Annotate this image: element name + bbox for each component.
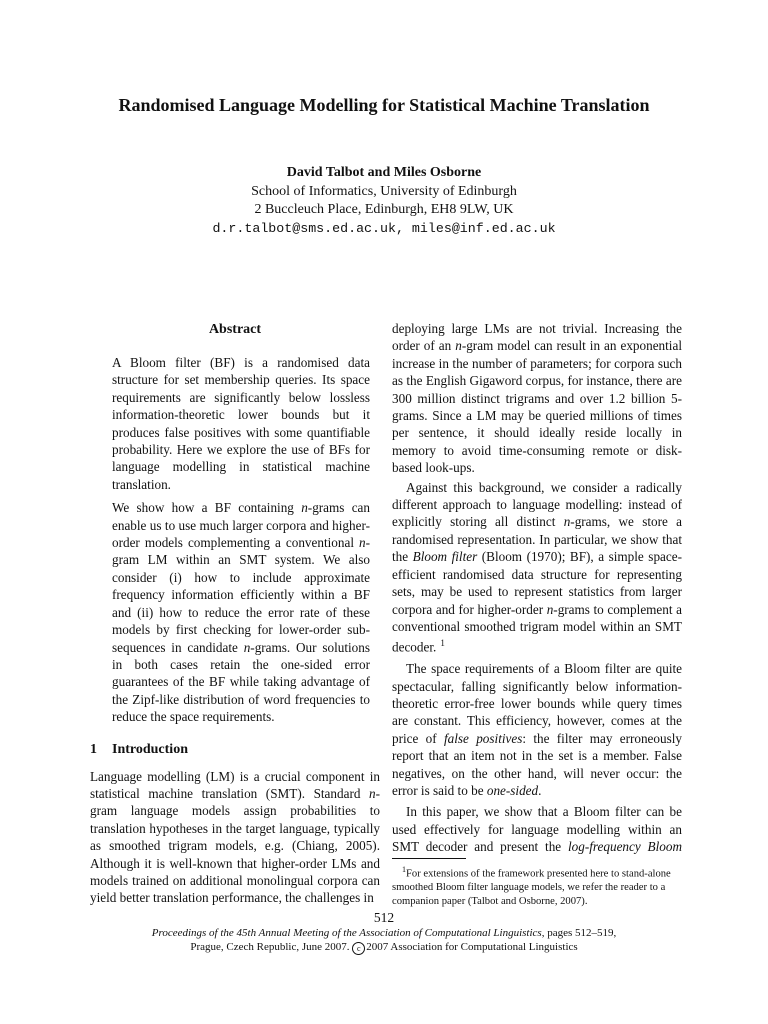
intro-paragraph-4: In this paper, we show that a Bloom filter can be used effectively for language modelling within an SMT decoder and present the log-frequency Bloom bbox=[392, 804, 682, 855]
section-heading-introduction bbox=[90, 740, 380, 760]
proceedings-footer: Proceedings of the 45th Annual Meeting of the Association of Computational Linguistics, pages 512–519, Prague, Czech Republic, June 2007. c 2007 Association for Computational Linguistics bbox=[151, 927, 617, 953]
footnote-block bbox=[392, 858, 682, 908]
intro-paragraph-1: Language modelling (LM) is a crucial component in statistical machine translation (SMT). Standard n-gram language models assign probabilities to translation hypotheses in the target language, typically as smoothed trigram models, e.g. (Chiang, 2005). Although it is well-known that higher-order LMs and models trained on additional monolingual corpora can yield better translation performance, the challenges in bbox=[90, 768, 380, 906]
author-affiliation: School of Informatics, University of Edinburgh bbox=[251, 183, 517, 199]
intro-paragraph-2: Against this background, we consider a radically different approach to language modelling: instead of explicitly storing all distinct n-grams, we store a randomised representation. In particular, we show that the Bloom filter (Bloom (1970); BF), a simple space-efficient randomised data structure for representing sets, may be used to represent statistics from larger corpora and for higher-order n-grams to complement a conventional smoothed trigram model within an SMT decoder. $^1$ bbox=[392, 479, 682, 655]
page-number: 512 bbox=[373, 910, 395, 925]
intro-paragraph-3: The space requirements of a Bloom filter are quite spectacular, falling significantly below information-theoretic error-free lower bounds while query times are constant. This efficiency, however, comes at the price of false positives: the filter may erroneously report that an item not in the set is a member. False negatives, on the other hand, will never occur: the error is said to be one-sided. bbox=[392, 661, 682, 798]
abstract-paragraph-1: A Bloom filter (BF) is a randomised data structure for set membership queries. Its space requirements are significantly below lossless information-theoretic lower bounds but it produces false positives with some quantifiable probability. Here we explore the use of BFs for language modelling in statistical machine translation. bbox=[112, 355, 370, 492]
footnote-number: 1 bbox=[402, 865, 406, 874]
author-emails: d.r.talbot@sms.ed.ac.uk, miles@inf.ed.ac.uk bbox=[212, 220, 556, 236]
right-column bbox=[392, 320, 682, 858]
copyright-icon: c bbox=[352, 942, 365, 955]
author-address: 2 Buccleuch Place, Edinburgh, EH8 9LW, UK bbox=[254, 202, 514, 218]
footnote-text: $^1$For extensions of the framework presented here to stand-alone smoothed Bloom filter language models, we refer the reader to a companion paper (Talbot and Osborne, 2007). bbox=[392, 865, 671, 907]
footnote-marker: 1 bbox=[440, 638, 445, 649]
intro-paragraph-1-continued: deploying large LMs are not trivial. Increasing the order of an n-gram model can result in an exponential increase in the number of parameters; for corpora such as the English Gigaword corpus, for instance, there are 300 million distinct trigrams and over 1.2 billion 5-grams. Since a LM may be queried millions of times per sentence, it should ideally reside locally in memory to avoid time-consuming remote or disk-based look-ups. bbox=[392, 321, 682, 476]
section-number: 1 bbox=[90, 741, 97, 757]
abstract-heading: Abstract bbox=[208, 322, 262, 337]
abstract-paragraph-2: We show how a BF containing n-grams can enable us to use much larger corpora and higher-order models complementing a conventional n-gram LM within an SMT system. We also consider (i) how to include approximate frequency information efficiently within a BF and (ii) how to reduce the error rate of these models by first checking for lower-order sub-sequences in candidate n-grams. Our solutions in both cases retain the one-sided error guarantees of the BF while taking advantage of the Zipf-like distribution of word frequencies to reduce the space requirements. bbox=[112, 500, 371, 725]
left-column bbox=[90, 320, 380, 907]
section-title: Introduction bbox=[112, 741, 188, 757]
author-block bbox=[0, 164, 768, 238]
footnote-rule bbox=[392, 858, 466, 859]
author-names: David Talbot and Miles Osborne bbox=[286, 165, 482, 180]
paper-title: Randomised Language Modelling for Statistical Machine Translation bbox=[118, 95, 650, 115]
